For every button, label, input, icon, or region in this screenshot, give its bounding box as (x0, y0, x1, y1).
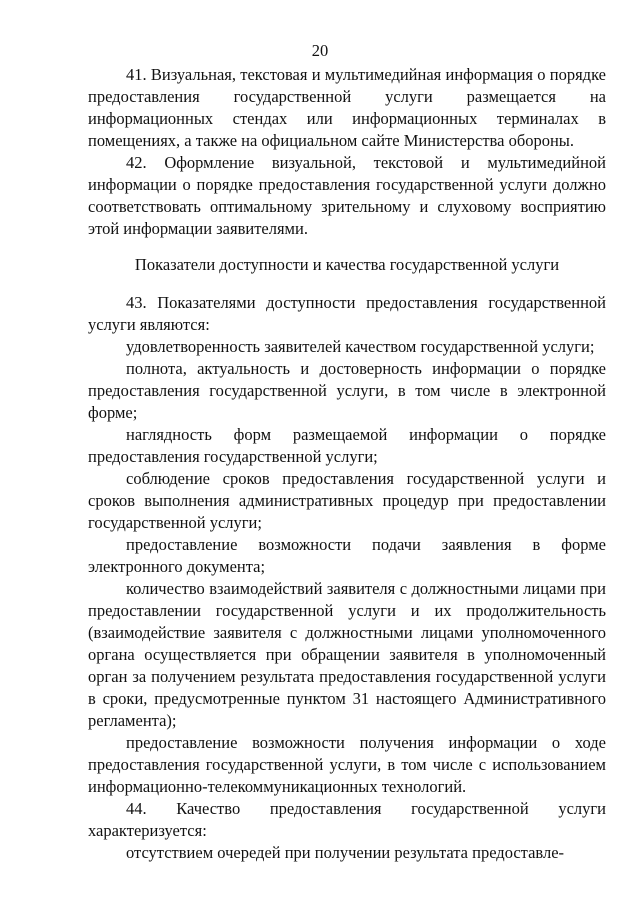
list-item: отсутствием очередей при получении результата предоставле- (126, 843, 565, 862)
list-item: предоставление возможности подачи заявления в форме электронного документа; (88, 535, 606, 576)
list-item: наглядность форм размещаемой информации о порядке предоставления государственной услуги; (88, 425, 606, 466)
list-item: соблюдение сроков предоставления государственной услуги и сроков выполнения административных процедур при предоставлении государственной услуги; (88, 469, 606, 532)
list-item: количество взаимодействий заявителя с должностными лицами при предоставлении государственной услуги и их продолжительность (взаимодействие заявителя с должностными лицами уполномоченного органа осуществляется при обращении заявителя в уполномоченный орган за получением результата предоставления государственной услуги в сроки, предусмотренные пунктом 31 настоящего Административного регламента); (88, 579, 606, 730)
paragraph-43: 43. Показателями доступности предоставления государственной услуги являются: (88, 293, 606, 334)
list-item: удовлетворенность заявителей качеством государственной услуги; (126, 337, 595, 356)
list-item: предоставление возможности получения информации о ходе предоставления государственной услуги, в том числе с использованием информационно-телекоммуникационных технологий. (88, 733, 606, 796)
paragraph-41: 41. Визуальная, текстовая и мультимедийная информация о порядке предоставления государственной услуги размещается на информационных стендах или информационных терминалах в помещениях, а также на официальном сайте Министерства обороны. (88, 65, 606, 150)
section-heading: Показатели доступности и качества государственной услуги (134, 255, 560, 274)
list-item: полнота, актуальность и достоверность информации о порядке предоставления государственной услуги, в том числе в электронной форме; (88, 359, 606, 422)
paragraph-42: 42. Оформление визуальной, текстовой и мультимедийной информации о порядке предоставления государственной услуги должно соответствовать оптимальному зрительному и слуховому восприятию этой информации заявителями. (88, 153, 606, 238)
document-body (88, 64, 606, 864)
page-number: 20 (311, 41, 329, 60)
paragraph-44: 44. Качество предоставления государственной услуги характеризуется: (88, 799, 606, 840)
